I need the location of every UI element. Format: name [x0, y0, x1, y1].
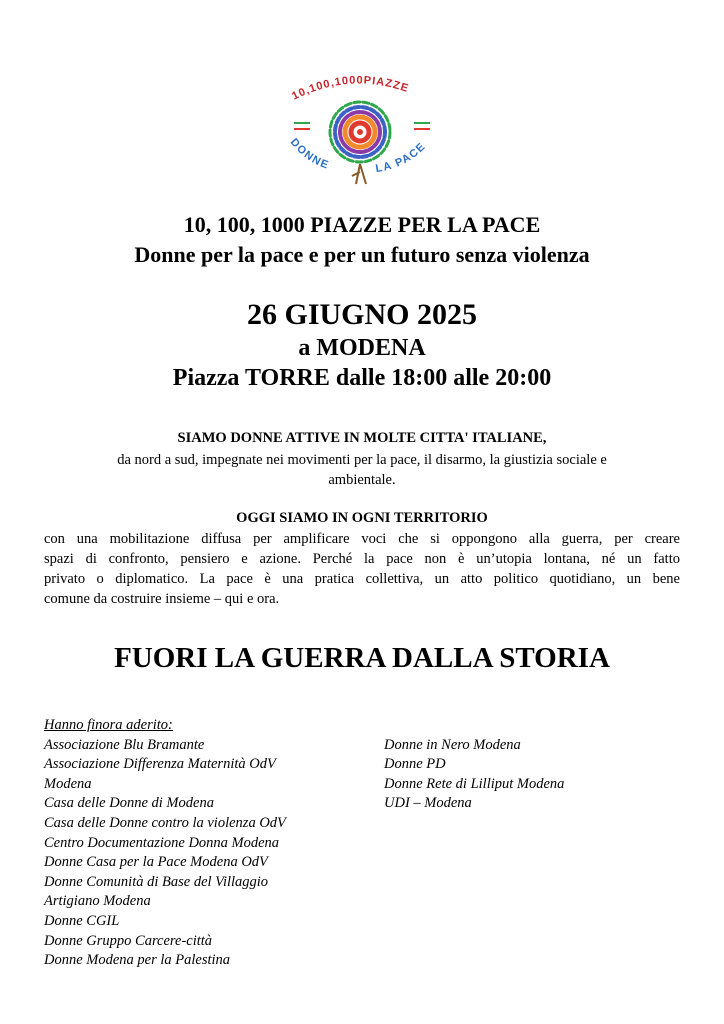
logo-arc-text: 10,100,1000PIAZZE [290, 74, 411, 103]
intro-line-1: da nord a sud, impegnate nei movimenti per la pace, il disarmo, la giustizia sociale e [117, 452, 607, 468]
adherents-left-column [44, 716, 286, 971]
list-item: Donne PD [384, 756, 446, 773]
list-item: Modena [44, 775, 92, 792]
territory-line-2: spazi di confronto, pensiero e azione. Perché la pace non è un’utopia lontana, né un fatto [44, 551, 680, 567]
list-item: Donne in Nero Modena [384, 736, 521, 753]
intro-line-2: ambientale. [328, 472, 396, 488]
intro-heading: SIAMO DONNE ATTIVE IN MOLTE CITTA' ITALIANE, [177, 430, 547, 446]
territory-line-3: privato o diplomatico. La pace è una pratica collettiva, un atto politico quotidiano, un bene [44, 571, 680, 587]
adherents-heading: Hanno finora aderito: [44, 717, 173, 733]
peace-logo-graphic [280, 72, 440, 194]
list-item: UDI – Modena [384, 795, 472, 812]
list-item: Donne Casa per la Pace Modena OdV [44, 854, 268, 871]
logo-text-donne: DONNE [287, 136, 332, 172]
slogan: FUORI LA GUERRA DALLA STORIA [114, 642, 610, 674]
list-item: Donne Comunità di Base del Villaggio [44, 873, 269, 890]
list-item: Casa delle Donne di Modena [44, 795, 214, 812]
list-item: Associazione Blu Bramante [44, 736, 205, 753]
list-item: Donne CGIL [44, 912, 120, 929]
list-item: Casa delle Donne contro la violenza OdV [44, 814, 286, 831]
list-item: Donne Modena per la Palestina [44, 952, 231, 969]
territory-line-1: con una mobilitazione diffusa per amplificare voci che si oppongono alla guerra, per creare [44, 531, 680, 547]
logo-text-la-pace: LA PACE [374, 140, 429, 176]
event-city: a MODENA [298, 335, 426, 361]
adherents-right-column [384, 736, 564, 814]
list-item: Donne Rete di Lilliput Modena [384, 775, 565, 792]
event-place-time: Piazza TORRE dalle 18:00 alle 20:00 [172, 365, 552, 391]
territory-heading: OGGI SIAMO IN OGNI TERRITORIO [236, 510, 488, 526]
list-item: Donne Gruppo Carcere-città [44, 932, 213, 949]
spiral-icon [330, 102, 390, 162]
title-line-2: Donne per la pace e per un futuro senza violenza [134, 242, 590, 267]
figure-icon [352, 164, 366, 184]
territory-line-4: comune da costruire insieme – qui e ora. [44, 591, 280, 607]
logo [280, 72, 440, 194]
title-line-1: 10, 100, 1000 PIAZZE PER LA PACE [183, 212, 541, 237]
list-item: Artigiano Modena [44, 893, 151, 910]
event-date: 26 GIUGNO 2025 [246, 298, 477, 331]
list-item: Associazione Differenza Maternità OdV [44, 756, 276, 773]
list-item: Centro Documentazione Donna Modena [44, 834, 280, 851]
territory-paragraph [44, 529, 680, 609]
